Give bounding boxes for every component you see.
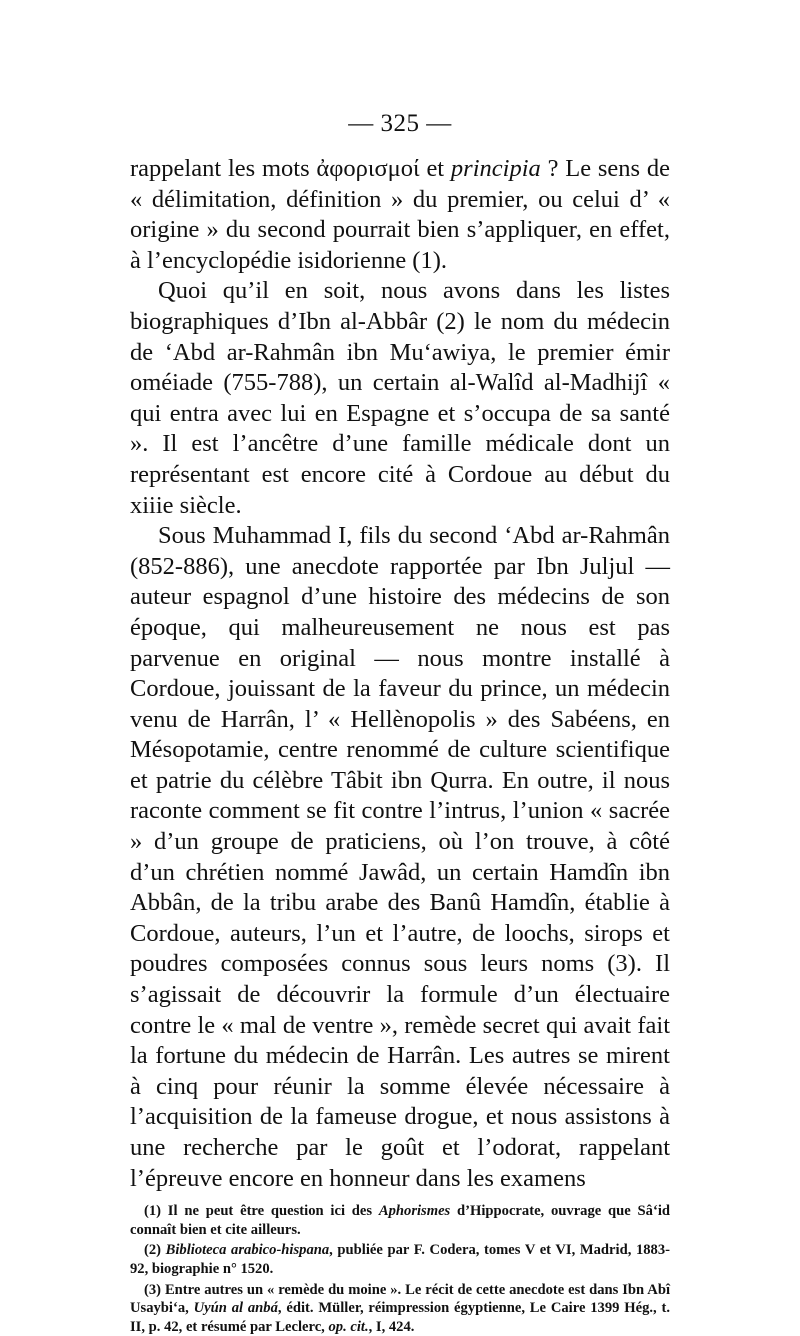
paragraph-1-segment: et: [419, 155, 451, 182]
latin-term: principia: [450, 155, 541, 182]
paragraph-2-text: Quoi qu’il en soit, nous avons dans les listes biographiques d’Ibn al-Abbâr (2) le nom du médecin de ‘Abd ar-Rahmân ibn Mu‘awiya, le premier émir oméiade (755-788), un certain al-Walîd al-Madhijî « qui entra avec lui en Espagne et s’occupa de sa santé ». Il est l’ancêtre d’une famille médicale dont un représentant est encore cité à Cordoue au début du xiiie siècle.: [130, 277, 670, 519]
footnote-2-segment: , publiée par F. Codera, tomes V et VI, Madrid, 1883-92, biographie n° 1520.: [130, 1242, 671, 1277]
footnote-1: [130, 1202, 670, 1239]
greek-term: ἀφορισμοί: [316, 155, 420, 182]
footnotes: [130, 1202, 670, 1336]
footnote-3-segment: (3) Entre autres un « remède du moine ». Le récit de cette anecdote est dans Ibn Abî Usaybi‘a,: [130, 1281, 670, 1317]
footnote-3-abbrev: op. cit.: [328, 1318, 369, 1335]
footnote-3-segment: , I, 424.: [368, 1318, 415, 1335]
footnote-1-segment: (1) Il ne peut être question ici des: [144, 1203, 379, 1220]
book-page: [130, 108, 670, 1336]
paragraph-1-segment: rappelant les mots: [130, 155, 317, 182]
body-text: [130, 154, 670, 1194]
footnote-2-segment: (2): [144, 1242, 166, 1259]
page-number: — 325 —: [348, 110, 452, 137]
footnote-3-title: Uyún al anbá: [193, 1300, 278, 1317]
footnote-2: [130, 1241, 670, 1278]
paragraph-1-segment: ? Le sens de « délimitation, définition » du premier, ou celui d’ « origine » du second pourrait bien s’appliquer, en effet, à l’encyclopédie isidorienne (1).: [130, 155, 670, 274]
footnote-1-segment: d’Hippocrate, ouvrage que Sâ‘id connaît bien et cite ailleurs.: [130, 1203, 670, 1238]
paragraph-3: [130, 521, 670, 1194]
paragraph-1: [130, 154, 670, 276]
paragraph-2: [130, 276, 670, 521]
paragraph-3-text: Sous Muhammad I, fils du second ‘Abd ar-Rahmân (852-886), une anecdote rapportée par Ibn Juljul — auteur espagnol d’une histoire des médecins de son époque, qui malheureusement ne nous est pas parvenue en original — nous montre installé à Cordoue, jouissant de la faveur du prince, un médecin venu de Harrân, l’ « Hellènopolis » des Sabéens, en Mésopotamie, centre renommé de culture scientifique et patrie du célèbre Tâbit ibn Qurra. En outre, il nous raconte comment se fit contre l’intrus, l’union « sacrée » d’un groupe de praticiens, où l’on trouve, à côté d’un chrétien nommé Jawâd, un certain Hamdîn ibn Abbân, de la tribu arabe des Banû Hamdîn, établie à Cordoue, auteurs, l’un et l’autre, de loochs, sirops et poudres composées connus sous leurs noms (3). Il s’agissait de découvrir la formule d’un électuaire contre le « mal de ventre », remède secret qui avait fait la fortune du médecin de Harrân. Les autres se mirent à cinq pour réunir la somme élevée nécessaire à l’acquisition de la fameuse drogue, et nous assistons à une recherche par le goût et l’odorat, rappelant l’épreuve encore en honneur dans les examens: [130, 522, 670, 1192]
footnote-1-title: Aphorismes: [378, 1203, 451, 1220]
footnote-3: [130, 1281, 670, 1336]
footnote-3-segment: , édit. Müller, réimpression égyptienne, Le Caire 1399 Hég., t. II, p. 42, et résumé par Leclerc,: [130, 1300, 671, 1335]
footnote-2-title: Biblioteca arabico-hispana: [165, 1242, 330, 1259]
